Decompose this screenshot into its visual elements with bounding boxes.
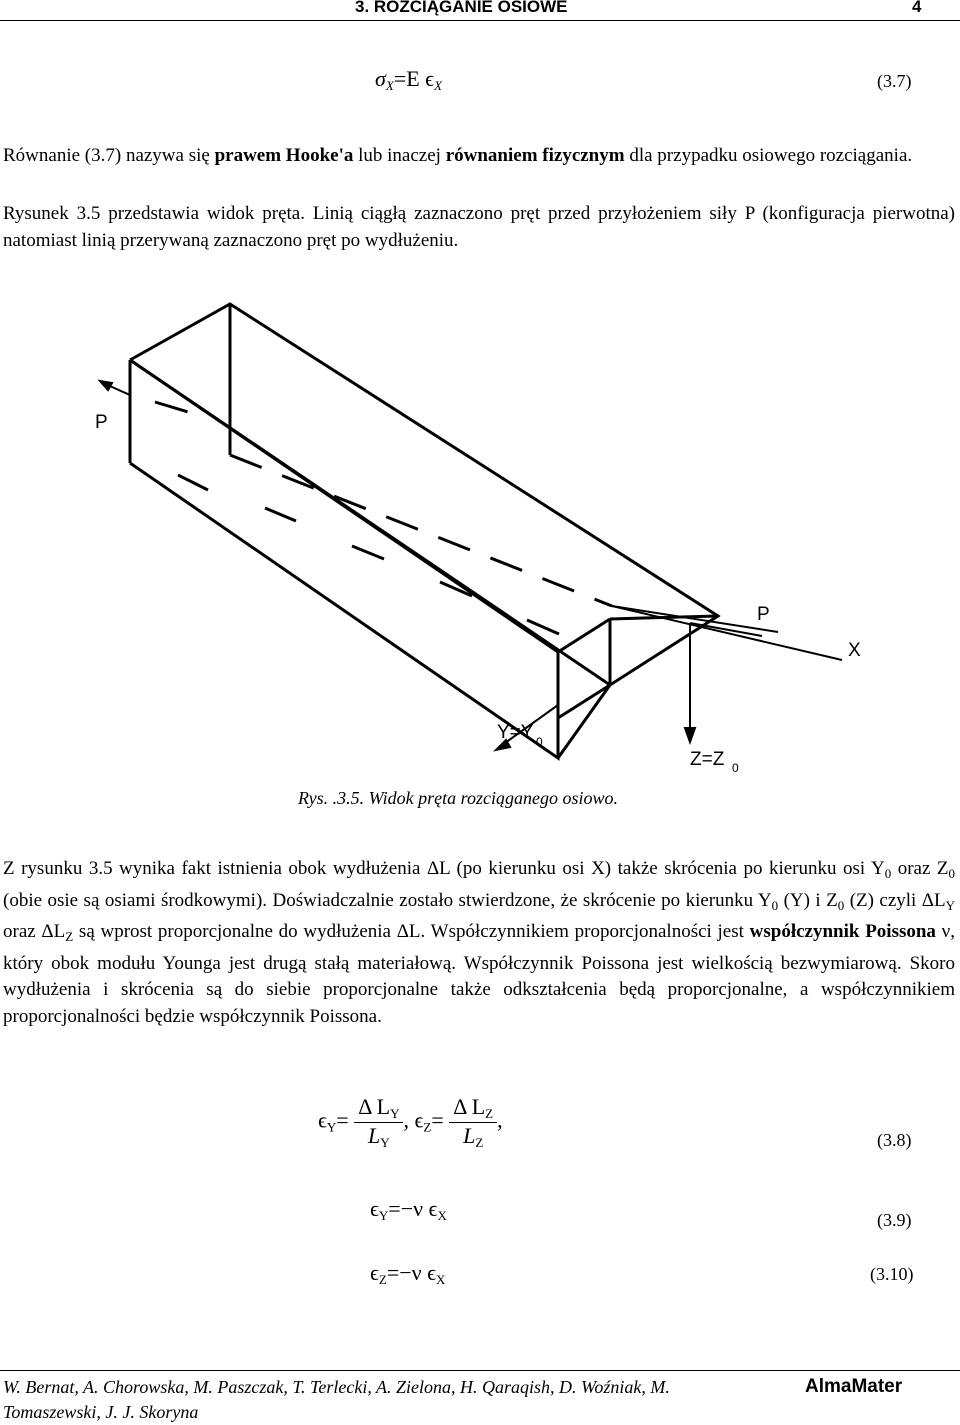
paragraph-poisson: Z rysunku 3.5 wynika fakt istnienia obok wydłużenia ΔL (po kierunku osi X) także skrócenia po kierunku osi $Y_0$ oraz $Z_0$ (obie osie są osiami środkowymi). Doświadczalnie zostało stwierdzone, że skrócenie po kierunku $Y_0$ (Y) i $Z_0$ (Z) czyli $\Delta L_Y$ oraz $\Delta L_Z$ są wprost proporcjonalne do wydłużenia ΔL. Współczynnikiem proporcjonalności jest współczynnik Poissona ν, który obok modułu Younga jest drugą stałą materiałową. Współczynnik Poissona jest wielkością bezwymiarową. Skoro wydłużenia i skrócenia są do siebie proporcjonalne także odkształcenia będą proporcjonalne, a współczynnikiem proporcjonalności będzie współczynnik Poissona. (3, 858, 956, 1027)
label-p-right: P (757, 604, 770, 625)
svg-text:0: 0 (536, 735, 543, 749)
equation-number-3-9: (3.9) (877, 1210, 912, 1230)
equation-number-3-8: (3.8) (877, 1130, 912, 1150)
footer-rule (0, 1370, 960, 1371)
bar-elongated-top (155, 402, 188, 412)
label-x-axis: X (848, 640, 861, 661)
figure-caption: Rys. .3.5. Widok pręta rozciąganego osiowo. (298, 788, 618, 808)
paragraph-figure-intro: Rysunek 3.5 przedstawia widok pręta. Linią ciągłą zaznaczono pręt przed przyłożeniem siły P (konfiguracja pierwotna) natomiast linią przerywaną zaznaczono pręt po wydłużeniu. (3, 203, 955, 251)
equation-number-3-10: (3.10) (870, 1264, 914, 1284)
footer-authors: W. Bernat, A. Chorowska, M. Paszczak, T. Terlecki, A. Zielona, H. Qaraqish, D. Woźniak, M. Tomaszewski, J. J. Skoryna (3, 1377, 670, 1422)
x-axis-line (612, 606, 842, 660)
footer-brand: AlmaMater (805, 1376, 903, 1397)
svg-text:0: 0 (732, 761, 739, 775)
page-header-title: 3. ROZCIĄGANIE OSIOWE (355, 0, 568, 16)
bar-end-edge (558, 685, 610, 718)
bar-figure (0, 290, 960, 790)
equation-3-9: $\epsilon_Y=-\nu$ $\epsilon_X$ (370, 1196, 447, 1223)
paragraph-hooke: Równanie (3.7) nazywa się prawem Hooke'a lub inaczej równaniem fizycznym dla przypadku osiowego rozciągania. (3, 145, 913, 166)
bar-hidden-bottom (230, 455, 612, 606)
label-p-left: P (95, 412, 108, 433)
force-arrow-left (100, 381, 130, 395)
bar-front-right-edge (558, 685, 610, 758)
equation-3-8: $\epsilon_Y=$ $\frac{\Delta L_Y}{L_Y}$ , $\epsilon_Z=$ $\frac{\Delta L_Z}{L_Z}$ , (318, 1094, 503, 1150)
equation-number-3-7: (3.7) (877, 71, 912, 91)
equation-3-7: $\sigma_X=E$ $\epsilon_X$ (375, 66, 443, 93)
page-number: 4 (912, 0, 922, 16)
label-z-axis: Z=Z (690, 749, 725, 770)
equation-3-10: $\epsilon_Z=-\nu$ $\epsilon_X$ (370, 1260, 446, 1287)
header-rule (0, 20, 960, 21)
bar-outline-top (130, 304, 718, 685)
label-y-axis: Y=Y (497, 722, 534, 743)
